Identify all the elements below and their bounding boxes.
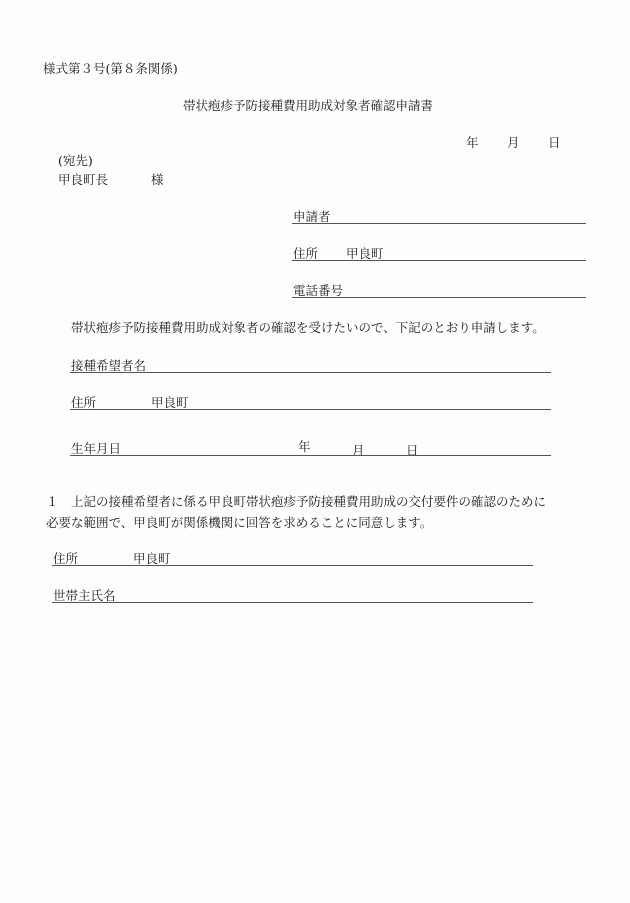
vaccinee-address-prefix: 甲良町 xyxy=(151,395,189,410)
applicant-phone-underline xyxy=(292,297,586,298)
vaccinee-address-underline xyxy=(70,409,551,410)
vaccinee-dob-day-label: 日 xyxy=(406,443,419,458)
vaccinee-name-field[interactable] xyxy=(155,354,549,374)
addressee-name: 甲良町長 xyxy=(58,172,109,187)
vaccinee-dob-month-label: 月 xyxy=(352,443,365,458)
applicant-name-underline xyxy=(292,223,586,224)
intro-text: 帯状疱疹予防接種費用助成対象者の確認を受けたいので、下記のとおり申請します。 xyxy=(71,320,545,335)
applicant-address-label: 住所 xyxy=(293,246,319,261)
vaccinee-dob-underline xyxy=(70,455,551,456)
applicant-address-prefix: 甲良町 xyxy=(346,246,384,261)
date-year-label: 年 xyxy=(466,135,479,150)
applicant-phone-field[interactable] xyxy=(355,279,584,299)
applicant-name-field[interactable] xyxy=(345,205,584,225)
vaccinee-name-label: 接種希望者名 xyxy=(71,358,147,373)
vaccinee-dob-year-field[interactable] xyxy=(130,437,294,457)
form-number: 様式第３号(第８条関係) xyxy=(43,61,178,76)
household-address-underline xyxy=(52,565,533,566)
vaccinee-dob-year-label: 年 xyxy=(298,439,311,454)
vaccinee-name-underline xyxy=(70,372,551,373)
household-head-underline xyxy=(52,602,533,603)
household-address-label: 住所 xyxy=(53,551,79,566)
form-title: 帯状疱疹予防接種費用助成対象者確認申請書 xyxy=(183,98,434,113)
vaccinee-dob-month-field[interactable] xyxy=(315,439,353,459)
consent-line-2: 必要な範囲で、甲良町が関係機関に回答を求めることに同意します。 xyxy=(46,515,433,530)
household-head-label: 世帯主氏名 xyxy=(53,588,116,603)
addressee-honorific: 様 xyxy=(151,172,164,187)
applicant-address-underline xyxy=(292,260,586,261)
vaccinee-address-label: 住所 xyxy=(71,395,97,410)
vaccinee-dob-label: 生年月日 xyxy=(71,441,122,456)
applicant-phone-label: 電話番号 xyxy=(293,283,344,298)
applicant-address-field[interactable] xyxy=(390,242,584,262)
consent-line-1: １ 上記の接種希望者に係る甲良町帯状疱疹予防接種費用助成の交付要件の確認のために xyxy=(46,494,547,509)
vaccinee-dob-day-field[interactable] xyxy=(369,439,407,459)
household-address-field[interactable] xyxy=(177,547,531,567)
date-month-label: 月 xyxy=(507,135,520,150)
applicant-name-label: 申請者 xyxy=(293,209,331,224)
household-address-prefix: 甲良町 xyxy=(133,551,171,566)
addressee-label: (宛先) xyxy=(58,153,93,168)
date-day-label: 日 xyxy=(548,135,561,150)
vaccinee-address-field[interactable] xyxy=(195,391,549,411)
household-head-field[interactable] xyxy=(125,584,529,604)
